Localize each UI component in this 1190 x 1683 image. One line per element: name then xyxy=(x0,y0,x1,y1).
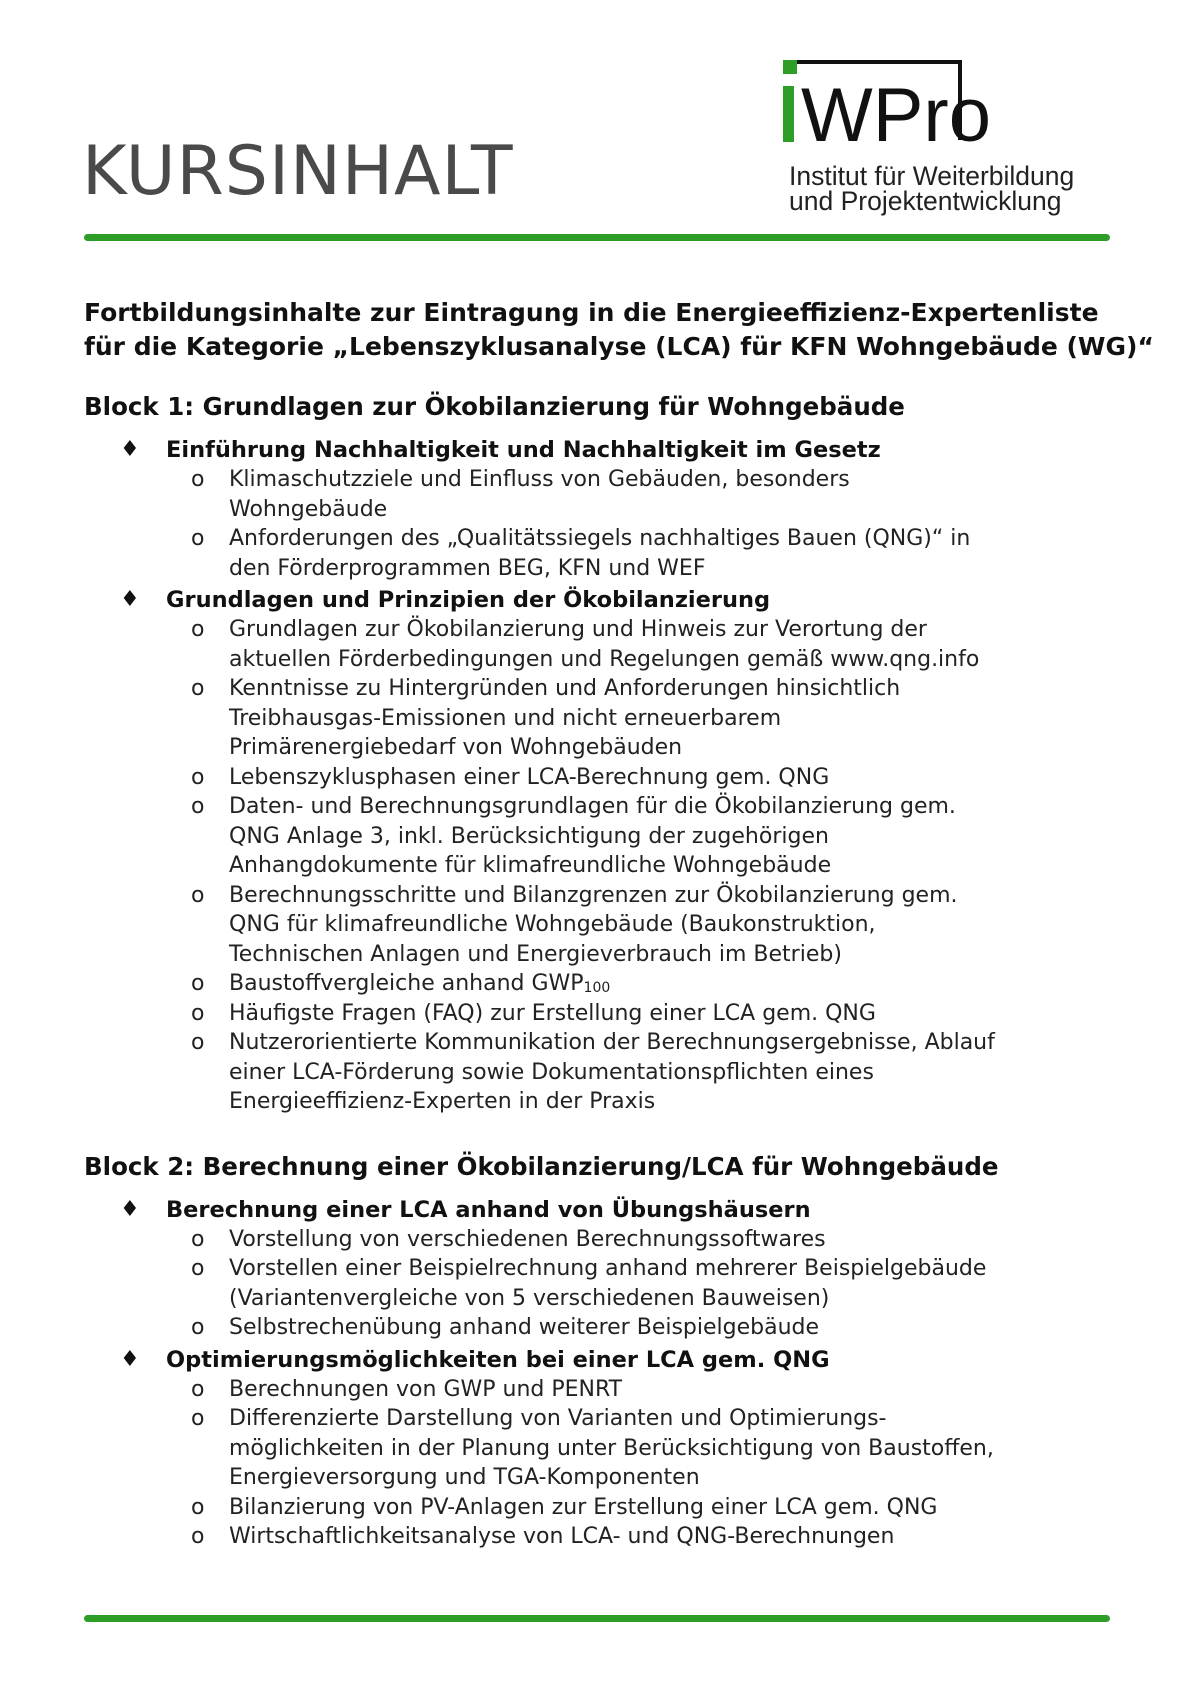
subtopic-line xyxy=(229,792,1144,822)
subtopic-line-text: aktuellen Förderbedingungen und Regelungen gemäß www.qng.info xyxy=(229,646,980,672)
subtopic-item xyxy=(84,615,1144,674)
circle-bullet-icon: o xyxy=(191,1315,205,1340)
subtopic-line-text: einer LCA-Förderung sowie Dokumentationspflichten eines xyxy=(229,1059,874,1085)
subtopic-line-text: Technischen Anlagen und Energieverbrauch im Betrieb) xyxy=(229,941,842,967)
subtopic-line-text: Selbstrechenübung anhand weiterer Beispielgebäude xyxy=(229,1315,820,1340)
circle-bullet-icon: o xyxy=(191,1376,205,1402)
subtopic-line xyxy=(229,1434,1144,1464)
subtopic-line xyxy=(229,1087,1144,1117)
subtopic-line-text: Energieeffizienz-Experten in der Praxis xyxy=(229,1089,656,1114)
subtopic-line xyxy=(229,881,1144,911)
subtopic-item xyxy=(84,1313,1144,1343)
circle-bullet-icon: o xyxy=(191,1226,205,1252)
subtopic-item xyxy=(84,1522,1144,1552)
intro-heading-line: Fortbildungsinhalte zur Eintragung in die Energieeffizienz-Expertenliste xyxy=(84,298,1099,327)
diamond-bullet-icon: ♦ xyxy=(120,437,140,462)
course-content xyxy=(84,296,1154,1554)
logo-subtitle xyxy=(789,161,1119,216)
subtopic-item xyxy=(84,674,1144,763)
blocks-container xyxy=(84,391,1144,1552)
logo-i-stem xyxy=(783,86,794,142)
subtopic-item xyxy=(84,999,1144,1029)
circle-bullet-icon: o xyxy=(191,1256,205,1281)
circle-bullet-icon: o xyxy=(191,1030,205,1055)
subtopic-list xyxy=(166,465,1144,583)
subtopic-line-text: Klimaschutzziele und Einfluss von Gebäuden, besonders xyxy=(229,467,850,492)
subtopic-line-text: Baustoffvergleiche anhand GWP xyxy=(229,971,584,996)
subtopic-item xyxy=(84,524,1144,583)
subtopic-item xyxy=(84,792,1144,881)
subtopic-line xyxy=(229,554,1144,584)
subtopic-line xyxy=(229,1225,1144,1255)
subtopic-line-text: (Variantenvergleiche von 5 verschiedenen Bauweisen) xyxy=(229,1285,830,1311)
footer-divider xyxy=(84,1615,1110,1622)
subtopic-line xyxy=(229,495,1144,525)
subtopic-line xyxy=(229,969,1144,999)
subtopic-line-text: Berechnungen von GWP und PENRT xyxy=(229,1376,623,1402)
subtopic-line xyxy=(229,1313,1144,1343)
subtopic-line-text: Lebenszyklusphasen einer LCA-Berechnung gem. QNG xyxy=(229,764,830,790)
topic-list xyxy=(84,435,1144,1117)
circle-bullet-icon: o xyxy=(191,1494,205,1520)
subscript: 100 xyxy=(583,980,611,996)
subtopic-line xyxy=(229,1284,1144,1314)
logo-wordmark xyxy=(783,60,1113,165)
subtopic-line xyxy=(229,1254,1144,1284)
subtopic-line-text: Treibhausgas-Emissionen und nicht erneuerbarem xyxy=(229,705,782,731)
subtopic-line-text: QNG für klimafreundliche Wohngebäude (Baukonstruktion, xyxy=(229,912,876,937)
subtopic-line-text: Bilanzierung von PV-Anlagen zur Erstellung einer LCA gem. QNG xyxy=(229,1494,938,1520)
subtopic-line-text: Nutzerorientierte Kommunikation der Berechnungsergebnisse, Ablauf xyxy=(229,1030,995,1055)
subtopic-line xyxy=(229,940,1144,970)
subtopic-line-text: Grundlagen zur Ökobilanzierung und Hinweis zur Verortung der xyxy=(229,617,927,642)
logo-subtitle-line: Institut für Weiterbildung xyxy=(789,161,1075,191)
iwpro-logo xyxy=(783,60,1113,220)
subtopic-line xyxy=(229,524,1144,554)
subtopic-line-text: Kenntnisse zu Hintergründen und Anforderungen hinsichtlich xyxy=(229,676,901,701)
topic-label: Grundlagen und Prinzipien der Ökobilanzierung xyxy=(166,587,771,613)
subtopic-line-text: Anhangdokumente für klimafreundliche Wohngebäude xyxy=(229,853,832,878)
diamond-bullet-icon: ♦ xyxy=(120,587,140,612)
subtopic-line xyxy=(229,851,1144,881)
subtopic-line-text: Wirtschaftlichkeitsanalyse von LCA- und QNG-Berechnungen xyxy=(229,1524,895,1549)
subtopic-line xyxy=(229,615,1144,645)
topic-label: Optimierungsmöglichkeiten bei einer LCA gem. QNG xyxy=(166,1346,830,1373)
intro-heading xyxy=(84,296,1154,364)
subtopic-line xyxy=(229,999,1144,1029)
circle-bullet-icon: o xyxy=(191,971,205,996)
topic-item xyxy=(84,585,1144,1117)
subtopic-line-text: Vorstellen einer Beispielrechnung anhand mehrerer Beispielgebäude xyxy=(229,1256,987,1281)
subtopic-line xyxy=(229,674,1144,704)
diamond-bullet-icon: ♦ xyxy=(120,1196,140,1222)
subtopic-line-text: den Förderprogrammen BEG, KFN und WEF xyxy=(229,555,706,581)
circle-bullet-icon: o xyxy=(191,764,205,790)
subtopic-line xyxy=(229,465,1144,495)
subtopic-line-text: Berechnungsschritte und Bilanzgrenzen zur Ökobilanzierung gem. xyxy=(229,882,958,908)
circle-bullet-icon: o xyxy=(191,1000,205,1026)
subtopic-line xyxy=(229,822,1144,852)
circle-bullet-icon: o xyxy=(191,526,205,551)
circle-bullet-icon: o xyxy=(191,676,205,701)
subtopic-list xyxy=(166,1225,1144,1343)
circle-bullet-icon: o xyxy=(191,617,205,642)
block-heading: Block 2: Berechnung einer Ökobilanzierung/LCA für Wohngebäude xyxy=(84,1151,999,1181)
topic-item xyxy=(84,1345,1144,1552)
subtopic-line xyxy=(229,733,1144,763)
subtopic-line xyxy=(229,645,1144,675)
logo-subtitle-line: und Projektentwicklung xyxy=(789,186,1062,216)
subtopic-item xyxy=(84,1404,1144,1493)
subtopic-line-text: QNG Anlage 3, inkl. Berücksichtigung der zugehörigen xyxy=(229,823,829,849)
subtopic-line xyxy=(229,1463,1144,1493)
subtopic-line xyxy=(229,910,1144,940)
subtopic-item xyxy=(84,969,1144,999)
subtopic-line-text: Primärenergiebedarf von Wohngebäuden xyxy=(229,735,683,760)
page-title: KURSINHALT xyxy=(82,132,514,211)
topic-label: Berechnung einer LCA anhand von Übungshäusern xyxy=(166,1196,811,1223)
circle-bullet-icon: o xyxy=(191,1406,205,1431)
block-heading: Block 1: Grundlagen zur Ökobilanzierung für Wohngebäude xyxy=(84,392,905,421)
subtopic-line xyxy=(229,704,1144,734)
subtopic-list xyxy=(166,1375,1144,1552)
subtopic-item xyxy=(84,1254,1144,1313)
subtopic-item xyxy=(84,1493,1144,1523)
topic-item xyxy=(84,1195,1144,1343)
subtopic-line-text: Daten- und Berechnungsgrundlagen für die Ökobilanzierung gem. xyxy=(229,794,956,819)
header-divider xyxy=(84,234,1110,241)
intro-heading-line: für die Kategorie „Lebenszyklusanalyse (LCA) für KFN Wohngebäude (WG)“ xyxy=(84,332,1154,361)
circle-bullet-icon: o xyxy=(191,467,205,492)
topic-list xyxy=(84,1195,1144,1552)
subtopic-line-text: Anforderungen des „Qualitätssiegels nachhaltiges Bauen (QNG)“ in xyxy=(229,526,971,551)
logo-green-square xyxy=(783,60,797,74)
subtopic-line-text: Häufigste Fragen (FAQ) zur Erstellung einer LCA gem. QNG xyxy=(229,1000,876,1026)
subtopic-item xyxy=(84,763,1144,793)
subtopic-line-text: Wohngebäude xyxy=(229,496,388,522)
circle-bullet-icon: o xyxy=(191,1524,205,1549)
subtopic-item xyxy=(84,1028,1144,1117)
circle-bullet-icon: o xyxy=(191,794,205,819)
subtopic-item xyxy=(84,1375,1144,1405)
subtopic-item xyxy=(84,881,1144,970)
circle-bullet-icon: o xyxy=(191,882,205,908)
subtopic-line-text: möglichkeiten in der Planung unter Berücksichtigung von Baustoffen, xyxy=(229,1435,994,1461)
subtopic-line xyxy=(229,1028,1144,1058)
diamond-bullet-icon: ♦ xyxy=(120,1346,140,1372)
subtopic-line xyxy=(229,1058,1144,1088)
subtopic-line xyxy=(229,1404,1144,1434)
topic-item xyxy=(84,435,1144,583)
subtopic-item xyxy=(84,465,1144,524)
subtopic-line-text: Differenzierte Darstellung von Varianten und Optimierungs- xyxy=(229,1406,887,1431)
logo-wpro-text: WPro xyxy=(801,73,991,158)
subtopic-line-text: Vorstellung von verschiedenen Berechnungssoftwares xyxy=(229,1226,826,1252)
subtopic-line xyxy=(229,763,1144,793)
subtopic-line xyxy=(229,1493,1144,1523)
subtopic-line xyxy=(229,1375,1144,1405)
subtopic-list xyxy=(166,615,1144,1117)
subtopic-item xyxy=(84,1225,1144,1255)
subtopic-line xyxy=(229,1522,1144,1552)
subtopic-line-text: Energieversorgung und TGA-Komponenten xyxy=(229,1465,700,1490)
topic-label: Einführung Nachhaltigkeit und Nachhaltigkeit im Gesetz xyxy=(166,437,881,463)
